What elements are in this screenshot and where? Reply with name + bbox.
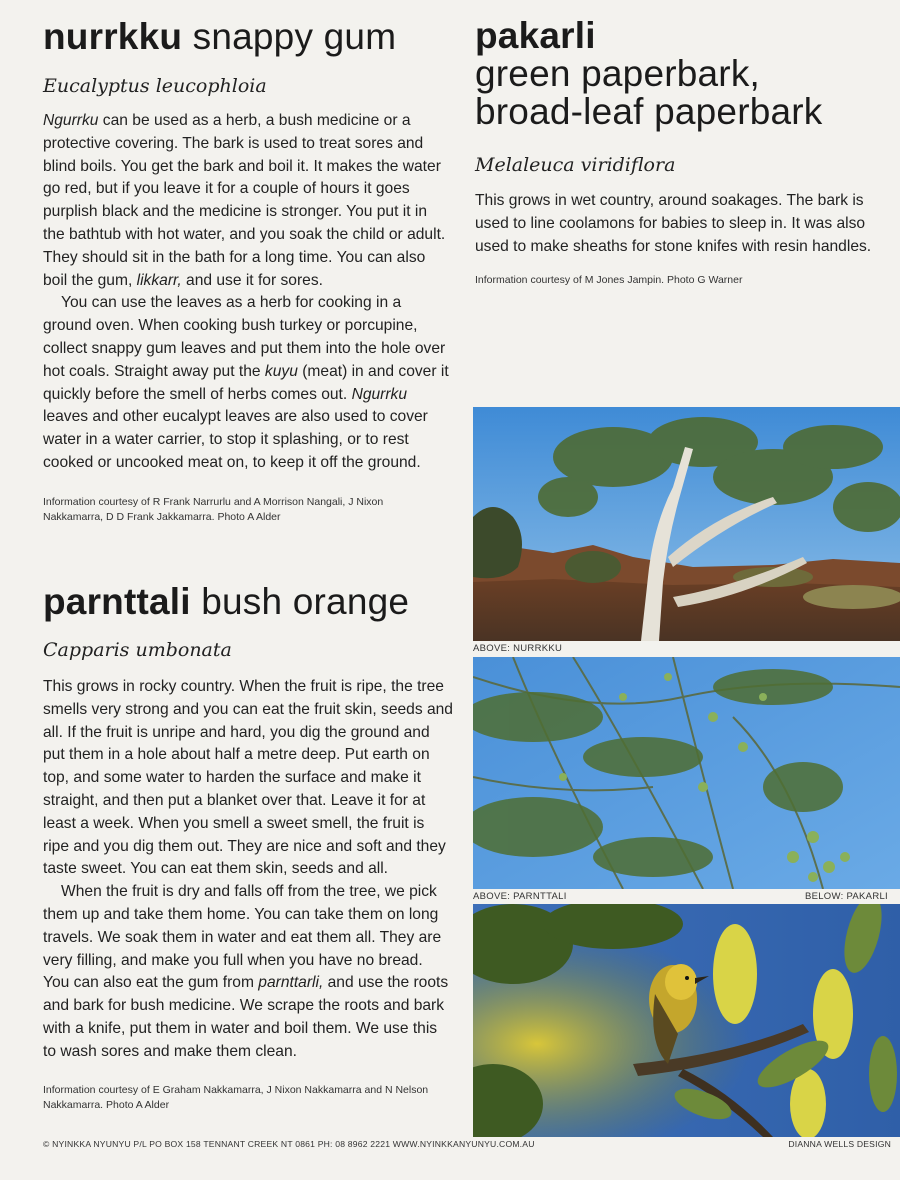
italic-term: Ngurrku [351,385,408,403]
parnttali-credit: Information courtesy of E Graham Nakkamarra, J Nixon Nakkamarra and N Nelson Nakkamarra. Photo A Alder [43,1083,429,1111]
nurrkku-section [43,18,453,525]
nurrkku-scientific-name: Eucalyptus leucophloia [43,75,267,97]
text-run: This grows in wet country, around soakages. The bark is used to line coolamons for babies to sleep in. It was also used to make sheaths for stone knifes with resin handles. [475,192,872,255]
caption-pakarli-text: BELOW: PAKARLI [804,891,888,902]
text-run: This grows in rocky country. When the fruit is ripe, the tree smells very strong and you can eat the fruit skin, seeds and all. If the fruit is unripe and hard, you dig the ground and put them in a hole about half a metre deep. Put earth on top, and some water to harden the surface and make it straight, and then put a blanket over that. Leave it for at least a week. When you smell a sweet smell, the fruit is ripe and you dig them out. They are nice and soft and they taste sweet. You can eat them skin, seeds and all. [43,678,453,878]
italic-term: Ngurrku [43,112,99,129]
nurrkku-name: nurrkku [43,16,183,57]
parnttali-scientific-name: Capparis umbonata [43,639,232,661]
parnttali-photo [473,657,900,889]
parnttali-pakarli-photo-captions [473,891,900,904]
nurrkku-credit: Information courtesy of R Frank Narrurlu and A Morrison Nangali, J Nixon Nakkamarra, D D Frank Jakkamarra. Photo A Alder [43,495,384,523]
pakarli-name: pakarli [475,15,596,56]
nurrkku-heading [43,18,453,56]
text-run: You can use the leaves as a herb for cooking in a ground oven. When cooking bush turkey or porcupine, collect snappy gum leaves and put them into the hole over hot coals. Straight away put the [43,294,446,380]
italic-term: kuyu [264,362,298,380]
nurrkku-photo [473,407,900,641]
parnttali-heading [43,583,453,621]
parnttali-paragraph-2 [43,881,453,1063]
pakarli-paragraph-1 [475,190,875,258]
nurrkku-photo-image [473,407,900,641]
footer-copyright: © NYINKKA NYUNYU P/L PO BOX 158 TENNANT CREEK NT 0861 PH: 08 8962 2221 WWW.NYINKKANYUNYU.COM.AU [43,1139,535,1149]
pakarli-body [475,190,885,258]
text-run: and use the roots and bark for bush medicine. We scrape the roots and bark with a knife, put them in water and boil them. We use this to wash sores and make them clean. [43,974,449,1060]
parnttali-section [43,583,453,1113]
nurrkku-photo-caption [473,643,900,656]
nurrkku-english-name: snappy gum [182,16,397,57]
nurrkku-paragraph-2 [43,292,453,474]
nurrkku-paragraph-1 [43,110,453,292]
pakarli-photo [473,904,900,1137]
parnttali-name: parnttali [43,581,191,622]
footer-designer: DIANNA WELLS DESIGN [788,1139,891,1149]
text-run: When the fruit is dry and falls off from the tree, we pick them up and take them home. You can take them on long travels. We soak them in water and eat them all. They are very filling, and make you full when you have no bread. You can also eat the gum from [43,883,442,992]
pakarli-scientific-name: Melaleuca viridiflora [475,154,676,176]
text-run: (meat) in and cover it quickly before the smell of herbs comes out. [43,362,449,403]
nurrkku-body [43,110,453,475]
pakarli-credit: Information courtesy of M Jones Jampin. Photo G Warner [475,274,743,287]
italic-term: parnttarli, [258,974,324,992]
parnttali-body [43,676,453,1064]
pakarli-photo-image [473,904,900,1137]
parnttali-english-name: bush orange [190,581,410,622]
italic-term: likkarr, [136,271,182,289]
text-run: leaves and other eucalypt leaves are also used to cover water in a water carrier, to stop it splashing, or to rest cooked or uncooked meat on, to keep it off the ground. [43,408,428,471]
pakarli-english-name: green paperbark, broad-leaf paperbark [475,53,823,132]
parnttali-paragraph-1 [43,676,453,881]
parnttali-photo-image [473,657,900,889]
text-run: and use it for sores. [181,271,323,289]
pakarli-section [475,17,885,288]
caption-parnttali-text: ABOVE: PARNTTALI [473,891,567,902]
text-run: can be used as a herb, a bush medicine or a protective covering. The bark is used to treat sores and blind boils. You get the bark and boil it. It makes the water go red, but if you leave it for a couple of hours it goes purplish black and the medicine is stronger. You put it in the bathtub with hot water, and you soak the child or adult. They should sit in the bath for a long time. You can also boil the gum, [43,112,446,289]
caption-nurrkku-text: ABOVE: NURRKKU [473,643,563,654]
